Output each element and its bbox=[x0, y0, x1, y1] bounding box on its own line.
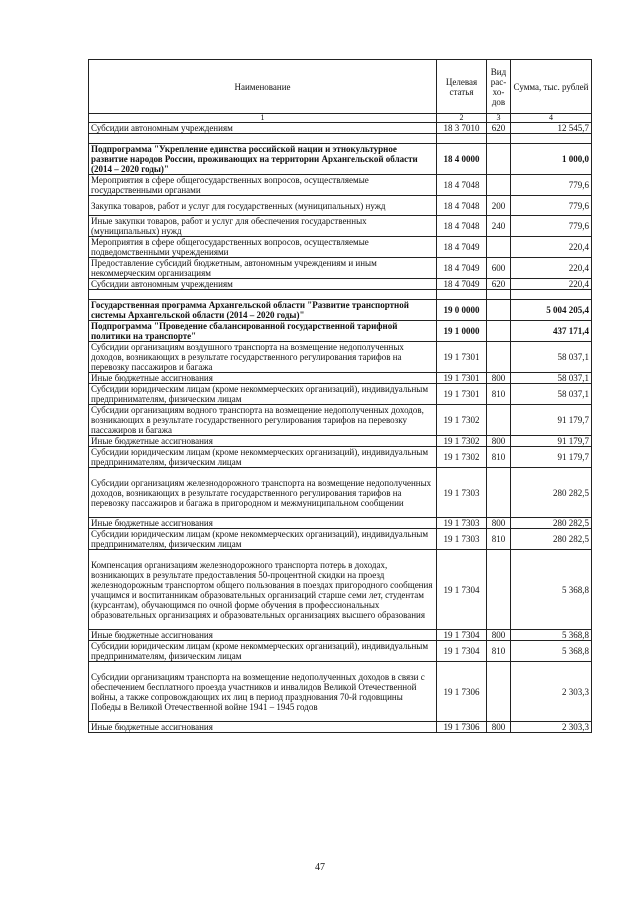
table-row bbox=[89, 518, 592, 529]
cell-type bbox=[487, 468, 511, 518]
cell-type bbox=[487, 321, 511, 342]
cell-sum: 280 282,5 bbox=[511, 529, 592, 550]
program-heading-row bbox=[89, 321, 592, 342]
column-index: 2 bbox=[437, 114, 487, 123]
cell-sum: 58 037,1 bbox=[511, 384, 592, 405]
cell-code: 18 4 7048 bbox=[437, 196, 487, 216]
spacer-cell bbox=[89, 134, 437, 144]
column-index: 3 bbox=[487, 114, 511, 123]
table-row bbox=[89, 237, 592, 258]
cell-code: 19 1 7302 bbox=[437, 447, 487, 468]
column-index: 1 bbox=[89, 114, 437, 123]
cell-sum: 5 368,8 bbox=[511, 550, 592, 630]
cell-sum: 12 545,7 bbox=[511, 123, 592, 134]
cell-name: Субсидии юридическим лицам (кроме некоммерческих организаций), индивидуальным предпринимателям, физическим лицам bbox=[89, 447, 437, 468]
cell-type: 810 bbox=[487, 641, 511, 662]
cell-code: 19 1 7302 bbox=[437, 436, 487, 447]
cell-sum: 779,6 bbox=[511, 196, 592, 216]
cell-code: 19 1 7303 bbox=[437, 518, 487, 529]
cell-sum: 779,6 bbox=[511, 216, 592, 237]
cell-type: 800 bbox=[487, 722, 511, 733]
table-body bbox=[89, 123, 592, 733]
cell-type bbox=[487, 144, 511, 175]
header-name: Наименование bbox=[89, 60, 437, 114]
cell-type: 200 bbox=[487, 196, 511, 216]
budget-table bbox=[88, 59, 592, 733]
header-type: Вид рас-хо-дов bbox=[487, 60, 511, 114]
cell-code: 18 4 7048 bbox=[437, 175, 487, 196]
cell-name: Субсидии юридическим лицам (кроме некоммерческих организаций), индивидуальным предпринимателям, физическим лицам bbox=[89, 384, 437, 405]
cell-type: 800 bbox=[487, 436, 511, 447]
spacer-cell bbox=[89, 290, 437, 300]
cell-code: 18 4 7049 bbox=[437, 237, 487, 258]
cell-sum: 2 303,3 bbox=[511, 662, 592, 722]
cell-code: 18 4 0000 bbox=[437, 144, 487, 175]
spacer-cell bbox=[511, 290, 592, 300]
cell-type: 620 bbox=[487, 279, 511, 290]
table-row bbox=[89, 436, 592, 447]
cell-sum: 58 037,1 bbox=[511, 342, 592, 373]
spacer-cell bbox=[511, 134, 592, 144]
table-row bbox=[89, 550, 592, 630]
header-code: Целевая статья bbox=[437, 60, 487, 114]
cell-sum: 1 000,0 bbox=[511, 144, 592, 175]
cell-name: Иные бюджетные ассигнования bbox=[89, 630, 437, 641]
cell-sum: 280 282,5 bbox=[511, 518, 592, 529]
cell-name: Субсидии организациям железнодорожного транспорта на возмещение недополученных доходов, возникающих в результате государственного регулирования тарифов на перевозку пассажиров и багажа в пригородном и межмуниципальном сообщении bbox=[89, 468, 437, 518]
cell-code: 19 1 7306 bbox=[437, 662, 487, 722]
cell-type bbox=[487, 550, 511, 630]
cell-sum: 437 171,4 bbox=[511, 321, 592, 342]
table-row bbox=[89, 447, 592, 468]
table-row bbox=[89, 641, 592, 662]
cell-sum: 91 179,7 bbox=[511, 447, 592, 468]
spacer-cell bbox=[437, 134, 487, 144]
table-row bbox=[89, 405, 592, 436]
cell-name: Подпрограмма "Проведение сбалансированной государственной тарифной политики на транспорте" bbox=[89, 321, 437, 342]
cell-type: 620 bbox=[487, 123, 511, 134]
table-row bbox=[89, 216, 592, 237]
column-index: 4 bbox=[511, 114, 592, 123]
spacer-row bbox=[89, 290, 592, 300]
table-row bbox=[89, 258, 592, 279]
table-row bbox=[89, 722, 592, 733]
table-row bbox=[89, 468, 592, 518]
table-row bbox=[89, 384, 592, 405]
cell-type: 810 bbox=[487, 529, 511, 550]
cell-code: 18 3 7010 bbox=[437, 123, 487, 134]
cell-sum: 2 303,3 bbox=[511, 722, 592, 733]
cell-name: Иные бюджетные ассигнования bbox=[89, 722, 437, 733]
table-row bbox=[89, 175, 592, 196]
cell-name: Мероприятия в сфере общегосударственных вопросов, осуществляемые государственными органами bbox=[89, 175, 437, 196]
cell-type: 600 bbox=[487, 258, 511, 279]
cell-sum: 220,4 bbox=[511, 237, 592, 258]
cell-name: Субсидии автономным учреждениям bbox=[89, 123, 437, 134]
cell-name: Субсидии юридическим лицам (кроме некоммерческих организаций), индивидуальным предпринимателям, физическим лицам bbox=[89, 529, 437, 550]
cell-type bbox=[487, 662, 511, 722]
table-header-row bbox=[89, 60, 592, 114]
table-row bbox=[89, 279, 592, 290]
cell-code: 19 0 0000 bbox=[437, 300, 487, 321]
cell-code: 19 1 0000 bbox=[437, 321, 487, 342]
cell-name: Государственная программа Архангельской области "Развитие транспортной системы Архангельской области (2014 – 2020 годы)" bbox=[89, 300, 437, 321]
cell-type bbox=[487, 342, 511, 373]
cell-sum: 220,4 bbox=[511, 258, 592, 279]
cell-code: 19 1 7304 bbox=[437, 641, 487, 662]
cell-sum: 779,6 bbox=[511, 175, 592, 196]
table-row bbox=[89, 342, 592, 373]
cell-code: 19 1 7301 bbox=[437, 342, 487, 373]
cell-code: 18 4 7049 bbox=[437, 279, 487, 290]
cell-type: 810 bbox=[487, 447, 511, 468]
cell-code: 19 1 7304 bbox=[437, 630, 487, 641]
cell-name: Закупка товаров, работ и услуг для государственных (муниципальных) нужд bbox=[89, 196, 437, 216]
table-row bbox=[89, 662, 592, 722]
cell-name: Предоставление субсидий бюджетным, автономным учреждениям и иным некоммерческим организациям bbox=[89, 258, 437, 279]
spacer-row bbox=[89, 134, 592, 144]
cell-code: 19 1 7304 bbox=[437, 550, 487, 630]
cell-name: Субсидии организациям транспорта на возмещение недополученных доходов в связи с обеспечением бесплатного проезда участников и инвалидов Великой Отечественной войны, а также сопровождающих их лиц в период празднования 70-й годовщины Победы в Великой Отечественной войне 1941 – 1945 годов bbox=[89, 662, 437, 722]
cell-sum: 220,4 bbox=[511, 279, 592, 290]
cell-code: 18 4 7049 bbox=[437, 258, 487, 279]
cell-name: Подпрограмма "Укрепление единства российской нации и этнокультурное развитие народов России, проживающих на территории Архангельской области (2014 – 2020 годы)" bbox=[89, 144, 437, 175]
column-index-row bbox=[89, 114, 592, 123]
cell-name: Мероприятия в сфере общегосударственных вопросов, осуществляемые подведомственными учреждениями bbox=[89, 237, 437, 258]
cell-name: Иные бюджетные ассигнования bbox=[89, 436, 437, 447]
cell-code: 19 1 7302 bbox=[437, 405, 487, 436]
cell-type: 810 bbox=[487, 384, 511, 405]
cell-sum: 58 037,1 bbox=[511, 373, 592, 384]
table-row bbox=[89, 123, 592, 134]
header-sum: Сумма, тыс. рублей bbox=[511, 60, 592, 114]
cell-type: 800 bbox=[487, 518, 511, 529]
cell-sum: 5 368,8 bbox=[511, 641, 592, 662]
cell-type bbox=[487, 405, 511, 436]
cell-name: Иные бюджетные ассигнования bbox=[89, 373, 437, 384]
spacer-cell bbox=[487, 290, 511, 300]
cell-sum: 91 179,7 bbox=[511, 436, 592, 447]
cell-code: 19 1 7306 bbox=[437, 722, 487, 733]
cell-name: Субсидии организациям воздушного транспорта на возмещение недополученных доходов, возникающих в результате государственного регулирования тарифов на перевозку пассажиров и багажа bbox=[89, 342, 437, 373]
cell-sum: 5 368,8 bbox=[511, 630, 592, 641]
cell-type bbox=[487, 175, 511, 196]
program-heading-row bbox=[89, 300, 592, 321]
cell-code: 19 1 7303 bbox=[437, 468, 487, 518]
cell-name: Компенсация организациям железнодорожного транспорта потерь в доходах, возникающих в результате предоставления 50-процентной скидки на проезд железнодорожным транспортом общего пользования в поездах пригородного сообщения учащимся и воспитанникам образовательных организаций старше семи лет, студентам (курсантам), обучающимся по очной форме обучения в профессиональных образовательных организациях и образовательных организациях высшего образования bbox=[89, 550, 437, 630]
table-row bbox=[89, 630, 592, 641]
cell-name: Субсидии юридическим лицам (кроме некоммерческих организаций), индивидуальным предпринимателям, физическим лицам bbox=[89, 641, 437, 662]
cell-type: 240 bbox=[487, 216, 511, 237]
cell-code: 19 1 7303 bbox=[437, 529, 487, 550]
cell-type bbox=[487, 237, 511, 258]
cell-name: Иные закупки товаров, работ и услуг для обеспечения государственных (муниципальных) нужд bbox=[89, 216, 437, 237]
table-row bbox=[89, 373, 592, 384]
table-row bbox=[89, 529, 592, 550]
spacer-cell bbox=[437, 290, 487, 300]
page-number: 47 bbox=[315, 862, 325, 873]
cell-code: 19 1 7301 bbox=[437, 384, 487, 405]
cell-type: 800 bbox=[487, 630, 511, 641]
cell-name: Иные бюджетные ассигнования bbox=[89, 518, 437, 529]
cell-type: 800 bbox=[487, 373, 511, 384]
cell-sum: 5 004 205,4 bbox=[511, 300, 592, 321]
spacer-cell bbox=[487, 134, 511, 144]
cell-type bbox=[487, 300, 511, 321]
cell-code: 19 1 7301 bbox=[437, 373, 487, 384]
cell-sum: 280 282,5 bbox=[511, 468, 592, 518]
table-row bbox=[89, 196, 592, 216]
program-heading-row bbox=[89, 144, 592, 175]
cell-name: Субсидии автономным учреждениям bbox=[89, 279, 437, 290]
cell-sum: 91 179,7 bbox=[511, 405, 592, 436]
cell-code: 18 4 7048 bbox=[437, 216, 487, 237]
cell-name: Субсидии организациям водного транспорта на возмещение недополученных доходов, возникающих в результате государственного регулирования тарифов на перевозку пассажиров и багажа bbox=[89, 405, 437, 436]
